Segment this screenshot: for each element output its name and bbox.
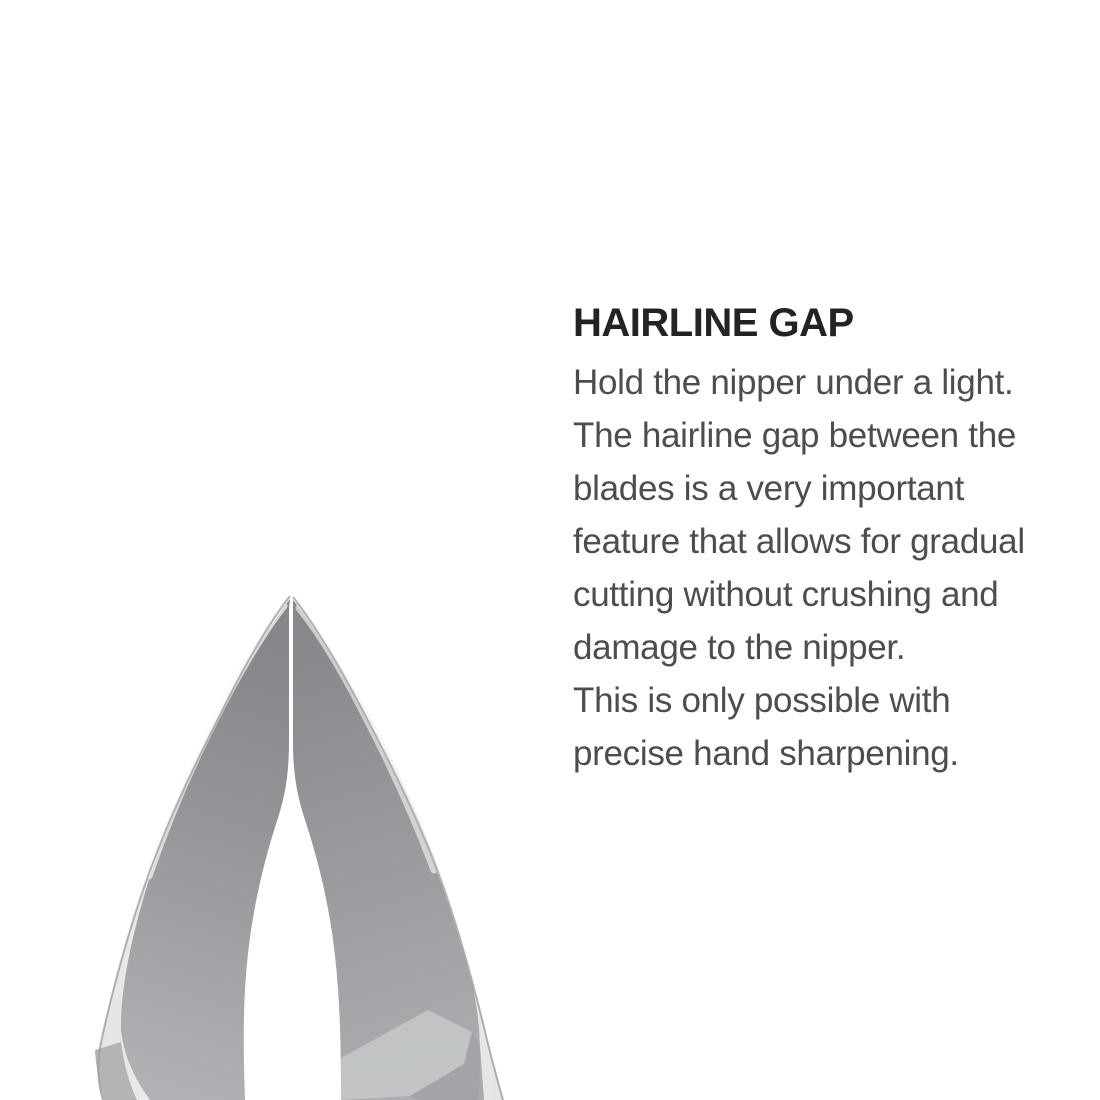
- right-blade-face: [293, 600, 503, 1100]
- body-line-2: The hairline gap between the: [573, 416, 1017, 455]
- section-heading: HAIRLINE GAP: [573, 301, 854, 345]
- body-line-6: damage to the nipper.: [573, 628, 906, 667]
- body-line-1: Hold the nipper under a light.: [573, 363, 1014, 402]
- body-line-8: precise hand sharpening.: [573, 734, 959, 773]
- nipper-tip-illustration: [0, 560, 560, 1100]
- body-line-7: This is only possible with: [573, 681, 951, 720]
- body-line-4: feature that allows for gradual: [573, 522, 1025, 561]
- nipper-photo: [0, 560, 560, 1100]
- info-text-block: [573, 300, 1078, 780]
- body-line-5: cutting without crushing and: [573, 575, 999, 614]
- body-line-3: blades is a very important: [573, 469, 964, 508]
- left-blade-face: [98, 599, 290, 1100]
